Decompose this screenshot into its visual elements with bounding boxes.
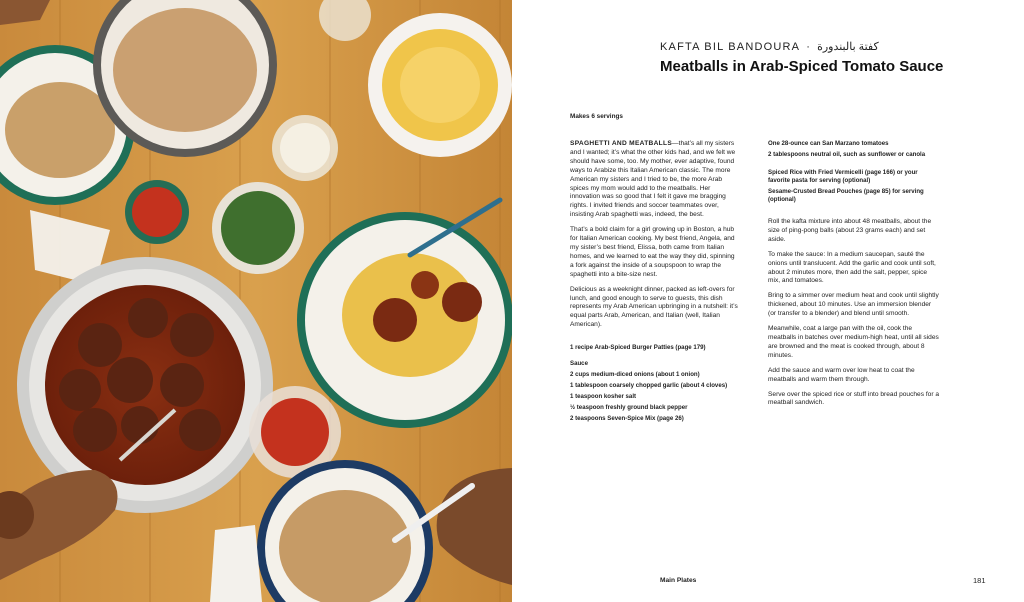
step: Meanwhile, coat a large pan with the oil, cook the meatballs in batches over medium-high heat, until all sides are browned and the meat is cooked through, about 8 minutes. xyxy=(768,325,939,359)
intro-paragraph-2: That’s a bold claim for a girl growing up in Boston, a hub for Italian American cooking. My best friend, Angela, and my sister’s best friend, Elissa, both came from Italian homes, and we learned to eat the way they did, spinning a fork against the inside of a soupspoon to wrap the spaghetti into a bite-size nest. xyxy=(570,226,735,278)
ingredients-left xyxy=(570,344,738,423)
recipe-kicker xyxy=(660,40,879,53)
servings: Makes 6 servings xyxy=(570,113,623,120)
ingredients-right xyxy=(768,140,940,204)
step: Serve over the spiced rice or stuff into bread pouches for a meatball sandwich. xyxy=(768,390,940,407)
step: Bring to a simmer over medium heat and cook until slightly thickened, about 10 minutes. Use an immersion blender (or transfer to a blender) and blend until smooth. xyxy=(768,292,939,318)
ingredient-item: Sesame-Crusted Bread Pouches (page 85) for serving (optional) xyxy=(768,188,924,203)
kicker-latin: KAFTA BIL BANDOURA xyxy=(660,41,801,53)
intro-p1-text: —that’s all my sisters and I wanted; it’s what the other kids had, and we felt we should have some, too. My mother, ever adaptive, found ways to Arabize this Italian American classic. The more American my sisters and I tried to be, the more Arab spices my mom would add to the meatballs. Her innovation was so good that I felt it gave me bragging rights. I invited friends and soccer teammates over, insisting Arab spaghetti was, indeed, the best. xyxy=(570,140,736,219)
ingredient-item: ½ teaspoon freshly ground black pepper xyxy=(570,404,688,412)
left-column xyxy=(570,140,738,426)
step: Roll the kafta mixture into about 48 meatballs, about the size of ping-pong balls (about 23 grams each) and set aside. xyxy=(768,218,932,243)
sauce-heading: Sauce xyxy=(570,360,588,368)
kicker-arabic: كفتة بالبندورة xyxy=(817,41,879,53)
ingredient-item: One 28-ounce can San Marzano tomatoes xyxy=(768,140,889,147)
ingredient-item: 1 tablespoon coarsely chopped garlic (about 4 cloves) xyxy=(570,382,728,390)
kicker-separator: · xyxy=(806,41,812,53)
ingredient-item: 1 teaspoon kosher salt xyxy=(570,393,637,401)
ingredient-item: 1 recipe Arab-Spiced Burger Patties (page 179) xyxy=(570,344,706,352)
intro-paragraph-1 xyxy=(570,140,738,220)
intro-paragraph-3: Delicious as a weeknight dinner, packed as left-overs for lunch, and good enough to serve to guests, this dish represents my Arab American upbringing in a nutshell: it’s equal parts Arab, American, and Italian (well, Italian American). xyxy=(570,285,738,329)
ingredient-item: 2 cups medium-diced onions (about 1 onion) xyxy=(570,371,700,379)
ingredient-item: 2 teaspoons Seven-Spice Mix (page 26) xyxy=(570,415,684,423)
step: To make the sauce: In a medium saucepan, sauté the onions until translucent. Add the garlic and cook until soft, about 2 minutes more, then add the salt, pepper, spice mix, and tomatoes. xyxy=(768,250,936,285)
intro-lead: SPAGHETTI AND MEATBALLS xyxy=(570,140,673,147)
page-number: 181 xyxy=(973,576,986,585)
recipe-page xyxy=(512,0,1024,602)
ingredient-item: 2 tablespoons neutral oil, such as sunflower or canola xyxy=(768,151,926,158)
ingredient-item: Spiced Rice with Fried Vermicelli (page 166) or your favorite pasta for serving (optional) xyxy=(768,169,918,184)
step: Add the sauce and warm over low heat to coat the meatballs and warm them through. xyxy=(768,366,915,383)
right-column xyxy=(768,140,940,414)
recipe-title: Meatballs in Arab-Spiced Tomato Sauce xyxy=(660,58,944,75)
section-footer: Main Plates xyxy=(660,577,697,584)
